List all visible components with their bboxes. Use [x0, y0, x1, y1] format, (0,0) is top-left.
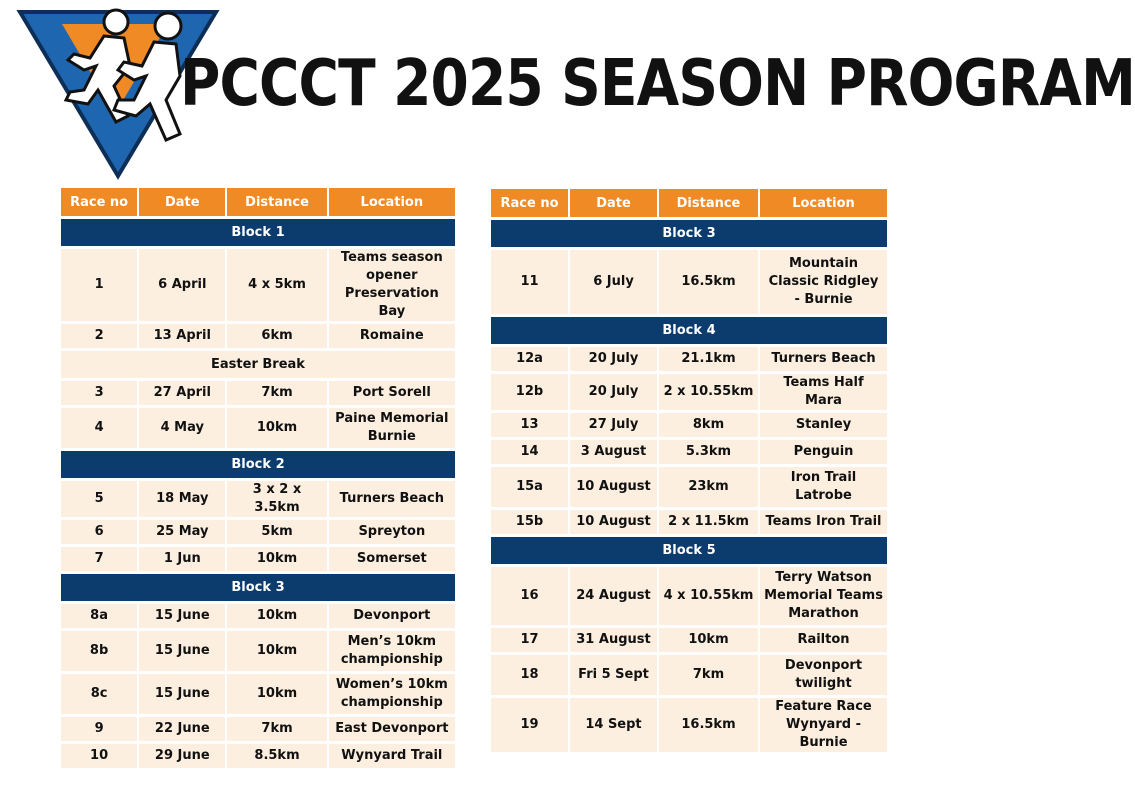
- race-date: 20 July: [570, 347, 657, 371]
- race-distance: 5km: [227, 520, 326, 544]
- race-date: Fri 5 Sept: [570, 655, 657, 695]
- race-row: [491, 655, 887, 695]
- header-race-no: Race no: [491, 189, 568, 217]
- race-number: 4: [61, 408, 137, 448]
- race-row: [61, 381, 455, 405]
- header-race-no: Race no: [61, 188, 137, 216]
- race-distance: 7km: [227, 381, 326, 405]
- race-number: 11: [491, 250, 568, 314]
- race-row: [61, 520, 455, 544]
- race-location: Wynyard Trail: [329, 744, 455, 768]
- race-location: Railton: [760, 628, 887, 652]
- race-number: 15b: [491, 510, 568, 534]
- race-row: [61, 481, 455, 517]
- block-row: [491, 220, 887, 247]
- schedule-table-left: [59, 185, 457, 771]
- race-location: Iron Trail Latrobe: [760, 467, 887, 507]
- race-distance: 3 x 2 x 3.5km: [227, 481, 326, 517]
- block-label: Block 1: [61, 219, 455, 246]
- race-row: [61, 631, 455, 671]
- race-row: [491, 467, 887, 507]
- race-location: Spreyton: [329, 520, 455, 544]
- race-date: 31 August: [570, 628, 657, 652]
- race-number: 12b: [491, 374, 568, 410]
- race-location: Terry Watson Memorial Teams Marathon: [760, 567, 887, 625]
- race-distance: 8.5km: [227, 744, 326, 768]
- race-date: 6 April: [139, 249, 225, 321]
- race-distance: 10km: [227, 547, 326, 571]
- race-location: Devonport twilight: [760, 655, 887, 695]
- block-label: Block 5: [491, 537, 887, 564]
- header-location: Location: [760, 189, 887, 217]
- race-row: [61, 674, 455, 714]
- race-location: Men’s 10km championship: [329, 631, 455, 671]
- block-row: [61, 451, 455, 478]
- break-row: [61, 351, 455, 378]
- race-date: 3 August: [570, 440, 657, 464]
- race-location: Mountain Classic Ridgley - Burnie: [760, 250, 887, 314]
- race-row: [61, 604, 455, 628]
- block-label: Block 3: [61, 574, 455, 601]
- race-location: Teams Half Mara: [760, 374, 887, 410]
- race-distance: 16.5km: [659, 698, 758, 752]
- race-date: 15 June: [139, 674, 225, 714]
- race-distance: 16.5km: [659, 250, 758, 314]
- block-label: Block 4: [491, 317, 887, 344]
- race-distance: 21.1km: [659, 347, 758, 371]
- race-location: Teams season opener Preservation Bay: [329, 249, 455, 321]
- race-distance: 7km: [227, 717, 326, 741]
- race-number: 14: [491, 440, 568, 464]
- race-date: 15 June: [139, 631, 225, 671]
- race-number: 12a: [491, 347, 568, 371]
- race-location: Teams Iron Trail: [760, 510, 887, 534]
- race-row: [61, 547, 455, 571]
- block-row: [491, 317, 887, 344]
- race-row: [491, 567, 887, 625]
- race-number: 8b: [61, 631, 137, 671]
- race-date: 22 June: [139, 717, 225, 741]
- race-date: 13 April: [139, 324, 225, 348]
- race-row: [491, 440, 887, 464]
- page-title: PCCCT 2025 SEASON PROGRAM: [180, 47, 1135, 121]
- block-row: [491, 537, 887, 564]
- header-distance: Distance: [659, 189, 758, 217]
- race-number: 8c: [61, 674, 137, 714]
- race-number: 3: [61, 381, 137, 405]
- race-row: [491, 628, 887, 652]
- race-date: 27 April: [139, 381, 225, 405]
- race-date: 29 June: [139, 744, 225, 768]
- race-location: Penguin: [760, 440, 887, 464]
- race-distance: 4 x 5km: [227, 249, 326, 321]
- header-location: Location: [329, 188, 455, 216]
- race-number: 19: [491, 698, 568, 752]
- race-date: 4 May: [139, 408, 225, 448]
- block-row: [61, 219, 455, 246]
- race-number: 13: [491, 413, 568, 437]
- race-distance: 10km: [227, 674, 326, 714]
- race-row: [491, 510, 887, 534]
- race-distance: 10km: [227, 631, 326, 671]
- race-number: 1: [61, 249, 137, 321]
- race-distance: 2 x 11.5km: [659, 510, 758, 534]
- race-number: 10: [61, 744, 137, 768]
- race-number: 16: [491, 567, 568, 625]
- race-number: 17: [491, 628, 568, 652]
- table-header-row: [61, 188, 455, 216]
- race-row: [61, 744, 455, 768]
- race-date: 18 May: [139, 481, 225, 517]
- race-row: [61, 408, 455, 448]
- block-label: Block 2: [61, 451, 455, 478]
- race-number: 15a: [491, 467, 568, 507]
- race-location: Romaine: [329, 324, 455, 348]
- race-distance: 10km: [659, 628, 758, 652]
- race-date: 15 June: [139, 604, 225, 628]
- schedule-table-right: [489, 186, 889, 755]
- race-distance: 4 x 10.55km: [659, 567, 758, 625]
- header-date: Date: [570, 189, 657, 217]
- race-distance: 23km: [659, 467, 758, 507]
- race-distance: 6km: [227, 324, 326, 348]
- race-location: Stanley: [760, 413, 887, 437]
- race-row: [491, 347, 887, 371]
- race-location: Feature Race Wynyard - Burnie: [760, 698, 887, 752]
- race-location: Port Sorell: [329, 381, 455, 405]
- table-header-row: [491, 189, 887, 217]
- race-row: [491, 374, 887, 410]
- race-location: Paine Memorial Burnie: [329, 408, 455, 448]
- race-row: [61, 717, 455, 741]
- race-date: 25 May: [139, 520, 225, 544]
- race-date: 27 July: [570, 413, 657, 437]
- race-location: Turners Beach: [329, 481, 455, 517]
- race-number: 7: [61, 547, 137, 571]
- race-date: 14 Sept: [570, 698, 657, 752]
- race-location: East Devonport: [329, 717, 455, 741]
- race-row: [61, 324, 455, 348]
- race-number: 8a: [61, 604, 137, 628]
- race-date: 20 July: [570, 374, 657, 410]
- race-date: 1 Jun: [139, 547, 225, 571]
- race-date: 24 August: [570, 567, 657, 625]
- race-date: 6 July: [570, 250, 657, 314]
- race-row: [491, 250, 887, 314]
- race-location: Turners Beach: [760, 347, 887, 371]
- race-location: Somerset: [329, 547, 455, 571]
- race-number: 6: [61, 520, 137, 544]
- race-distance: 8km: [659, 413, 758, 437]
- race-row: [491, 698, 887, 752]
- race-distance: 2 x 10.55km: [659, 374, 758, 410]
- race-date: 10 August: [570, 510, 657, 534]
- block-row: [61, 574, 455, 601]
- header-date: Date: [139, 188, 225, 216]
- race-date: 10 August: [570, 467, 657, 507]
- race-row: [61, 249, 455, 321]
- race-number: 18: [491, 655, 568, 695]
- race-distance: 5.3km: [659, 440, 758, 464]
- race-number: 5: [61, 481, 137, 517]
- header-distance: Distance: [227, 188, 326, 216]
- race-distance: 10km: [227, 408, 326, 448]
- race-number: 9: [61, 717, 137, 741]
- break-label: Easter Break: [61, 351, 455, 378]
- race-location: Devonport: [329, 604, 455, 628]
- block-label: Block 3: [491, 220, 887, 247]
- race-distance: 7km: [659, 655, 758, 695]
- race-row: [491, 413, 887, 437]
- race-number: 2: [61, 324, 137, 348]
- race-location: Women’s 10km championship: [329, 674, 455, 714]
- race-distance: 10km: [227, 604, 326, 628]
